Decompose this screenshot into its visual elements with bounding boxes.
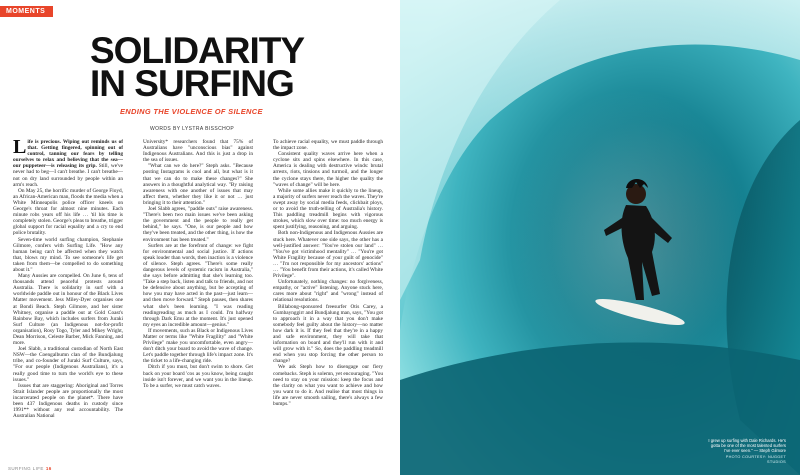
paragraph: "What can we do here?" Steph asks. "Because posting Instagrams is cool and all, but what is it that we can do to make these changes?" She answers in a thoughtful analytical way. "By raising awareness with one another of issues that may affect them, whether they like it or not … just bringing it to their attention." xyxy=(143,163,253,206)
section-tab[interactable]: MOMENTS xyxy=(0,6,53,17)
lead-text: ife is precious. Wiping out reminds us of that. Getting fingered, spinning out of control, tanning our fears by telling ourselves to relax and believing that the sea—our puppeteer—is releasing its grip. xyxy=(13,139,123,170)
paragraph: University* researchers found that 75% of Australians have "unconscious bias" against Indigenous Australians. And this is just a drop in the sea of issues. xyxy=(143,139,253,164)
paragraph: While some allies make it quickly to the lineup, a majority of surfers never reach the waves. They're swept away by social media feeds, clickbait ploys, or to avoid the truth-telling of Australia's history. This paddling treadmill begins with vigorous strokes, which slow over time: too much energy is spent justifying, reasoning, and arguing. xyxy=(273,187,383,231)
drop-cap: L xyxy=(13,139,27,158)
paragraph: Ditch if you must, but don't swim to shore. Get back on your board 'cos as you know, being caught inside isn't forever, and we want you in the lineup. To be a surfer, we must catch waves. xyxy=(143,364,253,389)
paragraph: Many Aussies are compelled. On June 6, tens of thousands attend peaceful protests around Australia. There is solidarity in surf with a worldwide paddle out in honour of the Black Lives Matter movement. Jess Miley-Dyer organises one at Bondi Beach. Steph Gilmore, and her sister Whitney, organise a paddle out at Gold Coast's Rainbow Bay, which includes surfers from Juraki Surf Culture (an Indigenous not-for-profit organisation), Rosy Togo, Tyler and Mikey Wright, Dean Morrison, Celeste Barber, Mick Fanning, and more. xyxy=(13,273,123,347)
page-number: 16 xyxy=(45,466,52,471)
folio-label: SURFING LIFE xyxy=(8,466,44,471)
paragraph: On May 25, the horrific murder of George Floyd, an African-American man, floods the media when a White Minneapolis police officer kneels on George's throat for almost nine minutes. Each minute robs years off his life … 'til his time is completely stolen. George's pleas to breathe, trigger global support for racial equality and a cry to end police brutality. xyxy=(13,187,123,237)
article-column-1 xyxy=(13,139,123,466)
paragraph: Consistent quality waves arrive here when a cyclone sits and spins elsewhere. In this case, America is dealing with destructive winds: brutal arrests, riots, tinsions and turmoil, and the longer the cyclone stays there, the higher the quality the "waves of change" will be here. xyxy=(273,151,383,188)
paragraph: Both non-Indigenous and Indigenous Aussies are stuck here. Whatever one side says, the other has a well-justified answer: "You've stolen our land" … "You've got victimhood mentality" … "You're got White Fragility because of your guilt of genocide" … "I'm not responsible for my ancestors' actions" … "You benefit from their actions, it's called White Privilege". xyxy=(273,230,383,280)
photo-credit: PHOTO COURTESY: NUGGET STUDIOS xyxy=(725,454,786,464)
folio xyxy=(8,466,52,471)
paragraph: Joel Slabb agrees, "paddle outs" raise awareness. "There's been two main issues we've been asking the government and the people to really get behind," he says. "One, is our people and how they've been treated, and the other thing, is how the environment has been treated." xyxy=(143,206,253,243)
headline-line-1: SOLIDARITY xyxy=(90,30,305,71)
paragraph: If movements, such as Black or Indigenous Lives Matter or terms like "White Fragility" and "White Privilege" make you uncomfortable, even angry—don't ditch your board to avoid the wave of change. Let's paddle together through life's impact zone. It's the ticket to a life-changing ride. xyxy=(143,327,253,365)
paragraph: Billabong-sponsored freesurfer Otis Carey, a Gumbaynggirr and Bundjalung man, says, "You got to approach it in a way that you don't make somebody feel guilty about the history—no matter how dark it is. If they feel that they're in a happy and safe environment, they will take that information on board and they'll run with it and will grow with it." So, does the paddling treadmill end when you stop forcing the other person to change? xyxy=(273,303,383,365)
article-column-3 xyxy=(273,139,383,466)
paragraph: We ask Steph how to disengage our fiery comebacks. Steph is solemn, yet encouraging. "You need to stay on your mission: keep the focus and the clarity on what you want to achieve and how you want to do it. And realise that most things in life are never smooth sailing, there's always a few bumps." xyxy=(273,364,383,408)
lead-continuation: Still, we've never had to beg—I can't breathe. I can't breathe—not on dry land surrounded by people within an arm's reach. xyxy=(13,163,123,188)
surfer-barrel-photo xyxy=(400,0,800,475)
subtitle: ENDING THE VIOLENCE OF SILENCE xyxy=(120,107,263,116)
paragraph: Unfortunately, nothing changes: no forgiveness, empathy, or "active" listening. Anyone stuck here, cares more about "right" and "wrong" instead of relational resolutions. xyxy=(273,279,383,304)
caption-text: I grew up surfing with Dale Richards. He's gotta be one of the most talented surfers I've ever seen." — Steph Gilmore xyxy=(708,437,786,454)
photo-caption xyxy=(708,438,786,465)
paragraph: To achieve racial equality, we must paddle through the impact zone. xyxy=(273,139,383,152)
headline-line-2: IN SURFING xyxy=(90,63,294,104)
paragraph: Seven-time world surfing champion, Stephanie Gilmore, confers with Surfing Life. "How any human being can't be affected when they watch that, blows my mind. To see someone's life get taken from them—be compelled to do something about it." xyxy=(13,236,123,273)
paragraph: Joel Slabb, a traditional custodian of North East NSW—the Coengalbumn clan of the Bundjalung tribe, and co-founder of Juraki Surf Culture, says, "For our people (Indigenous Australians), it's a really good time to turn the world's eye to these issues." xyxy=(13,346,123,383)
byline: WORDS BY LYSTRA BISSCHOP xyxy=(150,126,235,132)
paragraph: Issues that are staggering: Aboriginal and Torres Strait Islander people are proportionally the most incarcerated people on the planet*. There have been 437 Indigenous deaths in custody since 1991** without any real accountability. The Australian National xyxy=(13,382,123,420)
photo-page xyxy=(400,0,800,475)
article-column-2 xyxy=(143,139,253,466)
paragraph: Surfers are at the forefront of change: we fight for environmental and social justice. If actions speak louder than words, then inaction is a violence of silence. Steph agrees. "There's some really dangerous levels of systemic racism in Australia," she says before admitting that she's learning too. "Take a step back, listen and talk to friends, and not be defensive about anything, but be accepting of how you may have acted in the past—just learn—and then move forward." Steph pauses, then shares what she's been learning. "I was reading readingreading as much as I could. I'm halfway through Dark Emu at the moment. It's just opened my eyes an incredible amount—genius." xyxy=(143,242,253,328)
lead-paragraph xyxy=(13,139,123,188)
headline xyxy=(90,30,330,104)
